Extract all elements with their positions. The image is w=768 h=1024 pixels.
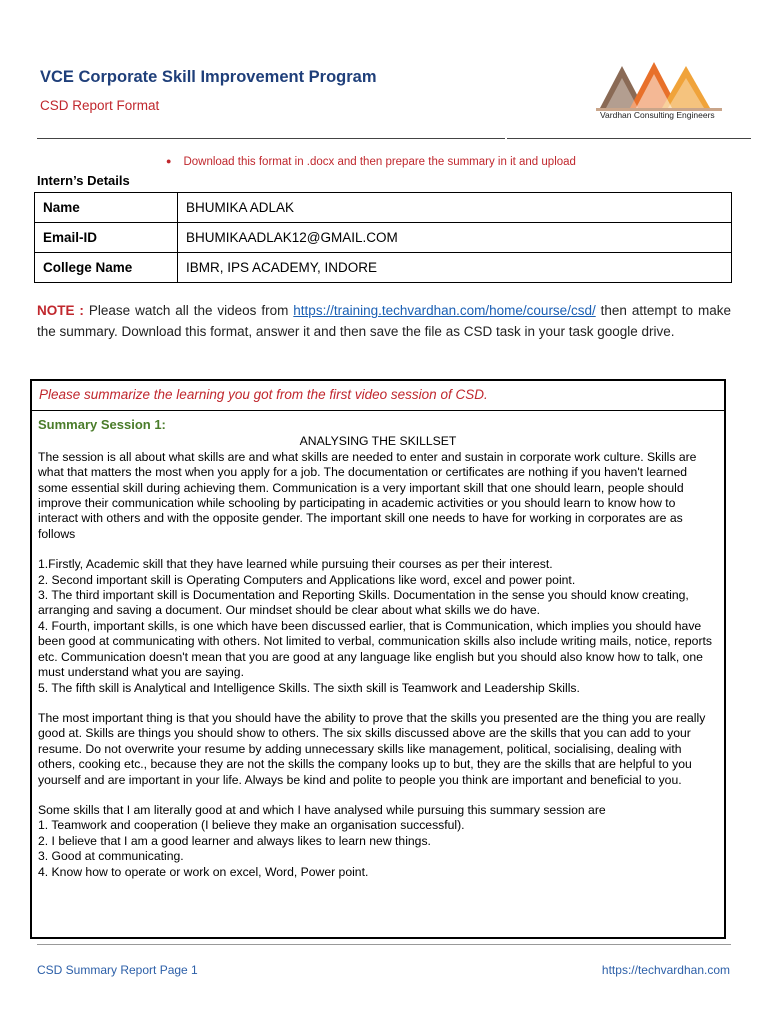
bullet-dot-icon: ●	[166, 156, 172, 166]
list-item: 4. Fourth, important skills, is one which have been discussed earlier, that is Communication, which implies you should have been good at communicating with others. Not limited to verbal, communication skills also include writing mails, notice, reports etc. Communication doesn't mean that you are good at any language like english but you should also know how to talk, one must understand what you are saying.	[38, 618, 713, 680]
header-divider	[37, 138, 505, 139]
college-value: IBMR, IPS ACADEMY, INDORE	[178, 253, 732, 283]
footer-website: https://techvardhan.com	[601, 963, 730, 977]
page-subtitle: CSD Report Format	[40, 98, 160, 113]
instruction-bullet	[166, 156, 576, 168]
personal-intro: Some skills that I am literally good at and which I have analysed while pursuing this summary session are	[38, 802, 606, 817]
list-item: 5. The fifth skill is Analytical and Intelligence Skills. The sixth skill is Teamwork and Leadership Skills.	[38, 680, 580, 695]
summary-body[interactable]	[32, 411, 724, 880]
list-item: 1. Teamwork and cooperation (I believe they make an organisation successful).	[38, 818, 465, 833]
summary-subheading: ANALYSING THE SKILLSET	[299, 434, 457, 449]
list-item: 2. Second important skill is Operating Computers and Applications like word, excel and power point.	[38, 572, 576, 587]
instruction-text: Download this format in .docx and then prepare the summary in it and upload	[183, 156, 576, 168]
summary-conclusion: The most important thing is that you should have the ability to prove that the skills you presented are the thing you are really good at. Skills are things you should show to others. The six skills discussed above are the skills that you can add to your resume. Do not overwrite your resume by adding unnecessary skills like management, political, socialising, dealing with others, cooking etc., because they are not the skills the company looks up to but, they are the skills that are helpful to you yourself and are important in your life. Always be kind and polite to people you think are important and beneficial to you.	[38, 710, 706, 787]
list-item: 3. The third important skill is Documentation and Reporting Skills. Documentation in the sense you should know creating, arranging and saving a document. Our mindset should be clear about what skills we do have.	[38, 588, 689, 618]
college-label: College Name	[35, 253, 178, 283]
footer-divider	[37, 944, 731, 945]
note-paragraph	[37, 300, 731, 342]
summary-prompt: Please summarize the learning you got from the first video session of CSD.	[32, 381, 724, 411]
table-row	[35, 253, 732, 283]
summary-heading: Summary Session 1:	[38, 417, 166, 432]
summary-box	[30, 379, 726, 939]
details-heading: Intern’s Details	[37, 173, 130, 188]
table-row	[35, 223, 732, 253]
header-divider-right	[507, 138, 751, 139]
list-item: 4. Know how to operate or work on excel, Word, Power point.	[38, 864, 369, 879]
list-item: 2. I believe that I am a good learner and always likes to learn new things.	[38, 833, 431, 848]
summary-intro: The session is all about what skills are and what skills are needed to enter and sustain in corporate work culture. Skills are what that matters the most when you apply for a job. The documentation or certificates are nothing if you haven't learned some essential skill during achieving them. Communication is a very important skill that one should learn, people should improve their communication while schooling by participating in academic activities or you should learn to know how to interact with others and with the opposite gender. The important skill one needs to have for working in corporates are as follows	[38, 449, 697, 541]
course-link[interactable]: https://training.techvardhan.com/home/course/csd/	[293, 303, 596, 318]
name-value: BHUMIKA ADLAK	[178, 193, 732, 223]
intern-details-table	[34, 192, 732, 283]
email-value: BHUMIKAADLAK12@GMAIL.COM	[178, 223, 732, 253]
logo-caption: Vardhan Consulting Engineers	[600, 110, 715, 120]
name-label: Name	[35, 193, 178, 223]
table-row	[35, 193, 732, 223]
email-label: Email-ID	[35, 223, 178, 253]
list-item: 1.Firstly, Academic skill that they have learned while pursuing their courses as per their interest.	[38, 557, 553, 572]
note-label: NOTE :	[37, 303, 84, 318]
page-title: VCE Corporate Skill Improvement Program	[40, 68, 377, 86]
note-text-before: Please watch all the videos from	[83, 303, 294, 318]
note-text-after: then attempt to make the summary. Download this format, answer it and then save the file as CSD task in your task google drive.	[37, 303, 731, 339]
footer-page-label: CSD Summary Report Page 1	[37, 963, 198, 977]
list-item: 3. Good at communicating.	[38, 849, 184, 864]
